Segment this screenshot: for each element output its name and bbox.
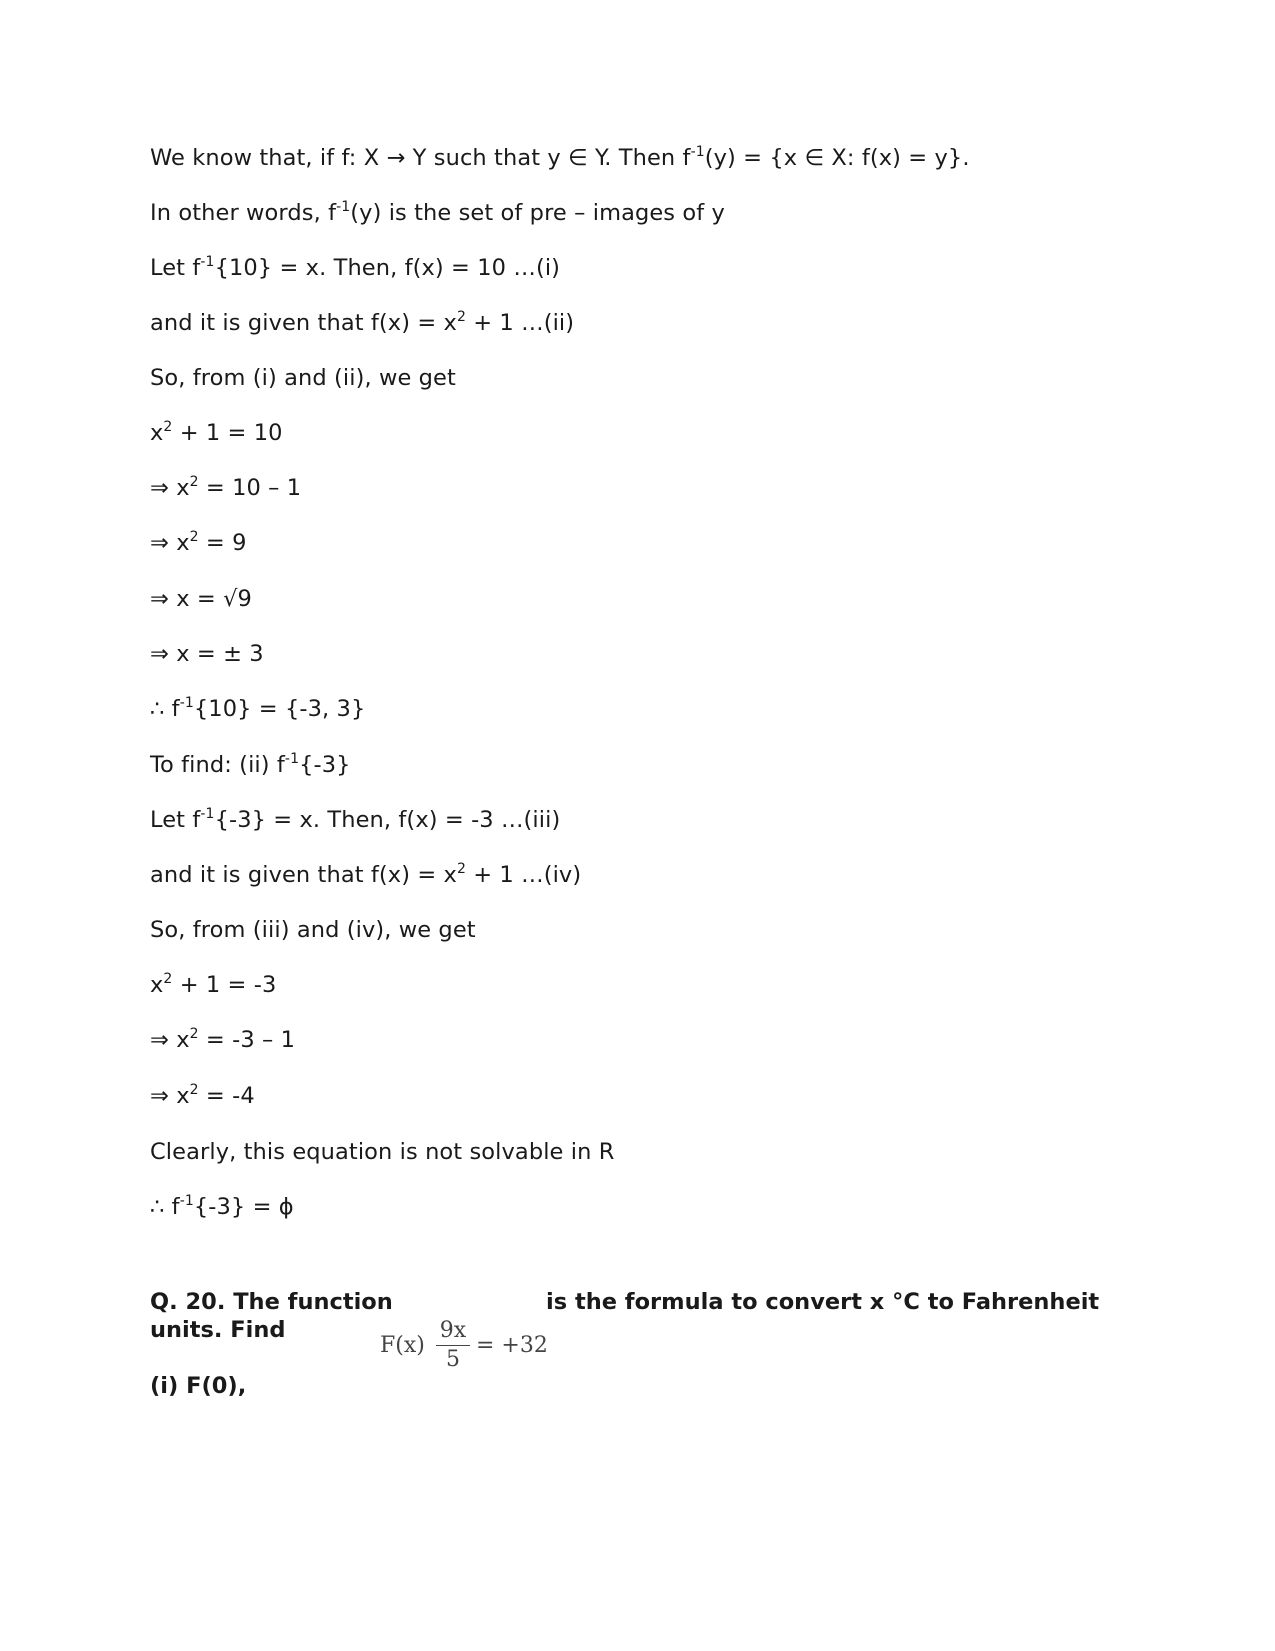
text-line: $x^2 + 1 = -3$ [150,971,277,998]
conversion-formula [380,1318,550,1378]
text-line: $x^2 + 1 = 10$ [150,419,283,446]
text-line: and it is given that $f(x) = x^2 + 1$ …(ii) [150,309,575,336]
text-line: Let $f^{-1}\{10\} = x$. Then, f(x) = 10 …(i) [150,254,561,281]
text-line: ⇒ $x^2 = 10 - 1$ [150,474,302,501]
text-line: ⇒ x = ± 3 [150,641,264,667]
question-line-2: units. Find [150,1317,286,1343]
text-line: and it is given that $f(x) = x^2 + 1$ …(iv) [150,861,582,888]
question-part-1: (i) F(0), [150,1373,247,1399]
text-line: So, from (iii) and (iv), we get [150,917,476,943]
question-prefix: Q. 20. The function [150,1289,393,1315]
formula-fraction [436,1318,470,1372]
text-line: ∴ $f^{-1}\{10\} = \{-3$, 3} [150,695,366,722]
text-line: Clearly, this equation is not solvable in R [150,1139,615,1165]
formula-rhs: = +32 [476,1333,548,1358]
text-line: ⇒ $x^2 = -3 - 1$ [150,1026,296,1053]
formula-lhs: F(x) [380,1333,425,1358]
text-line: In other words, $f^{-1}(y)$ is the set of pre – images of y [150,199,725,226]
text-line: ⇒ $x^2 = 9$ [150,529,247,556]
text-line: So, from (i) and (ii), we get [150,365,456,391]
text-line: To find: (ii) $f^{-1}\{-3\}$ [150,751,351,778]
text-line: ⇒ x = √9 [150,586,252,612]
fraction-bar [436,1345,470,1346]
text-line: We know that, if f: X → Y such that y ∈ Y. Then $f^{-1}(y) = \{x$ ∈ X: f(x) = y}. [150,144,970,171]
text-line: Let $f^{-1}\{-3\} = x$. Then, f(x) = -3 …(iii) [150,806,561,833]
question-suffix: is the formula to convert x °C to Fahrenheit [546,1289,1100,1315]
text-line: ∴ $f^{-1}\{-3\} = \phi$ [150,1193,294,1220]
text-line: ⇒ $x^2 = -4$ [150,1082,255,1109]
formula-numerator: 9x [439,1318,467,1343]
formula-denominator: 5 [446,1347,460,1372]
